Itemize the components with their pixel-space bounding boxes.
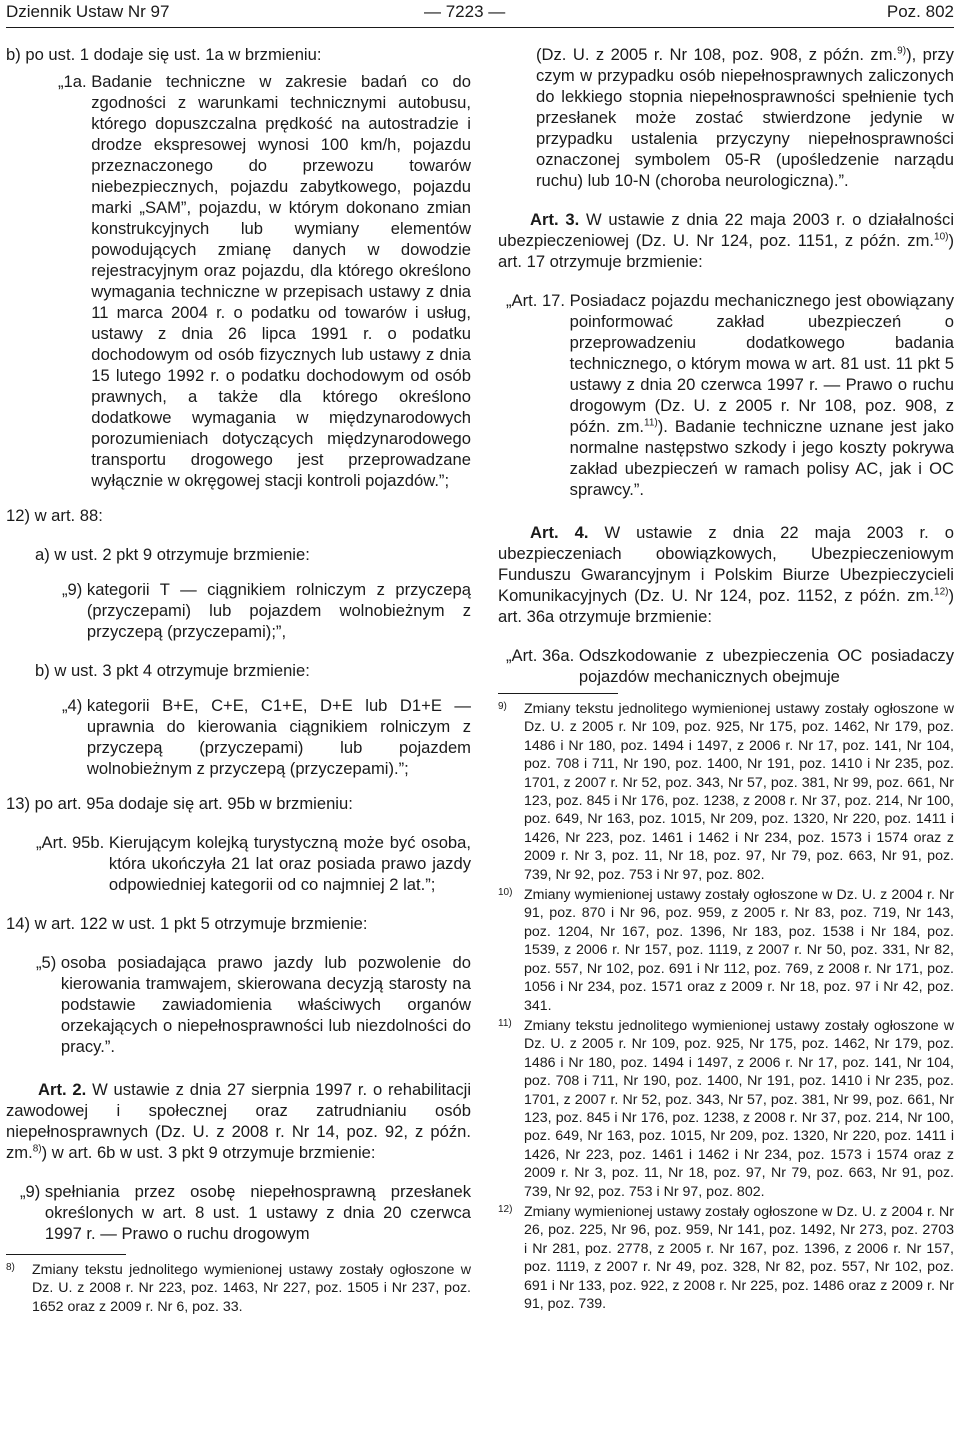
- footnote-10-number: 10): [498, 887, 513, 899]
- footnote-ref-10: 10): [934, 231, 949, 243]
- footnote-11-text: Zmiany tekstu jednolitego wymienionej ustawy zostały ogłoszone w Dz. U. z 2005 r. Nr 109, poz. 925, Nr 175, poz. 1462, Nr 179, poz. 1486 i Nr 180, poz. 1494 i 1497, z 2006 r. Nr 17, poz. 141, Nr 104, poz. 708 i 711, Nr 190, poz. 1400, Nr 191, poz. 1410 i Nr 235, poz. 1701, z 2007 r. Nr 52, poz. 343, Nr 57, poz. 381, Nr 99, poz. 661, Nr 123, poz. 845 i Nr 176, poz. 1238, z 2008 r. Nr 37, poz. 214, Nr 100, poz. 649, Nr 163, poz. 1015, Nr 209, poz. 1320, Nr 220, poz. 1411 i 1426, Nr 223, poz. 1461 i 1462 i Nr 234, poz. 1573 i 1574 oraz z 2009 r. Nr 3, poz. 11, Nr 18, poz. 97, Nr 79, poz. 663, Nr 91, poz. 739, Nr 92, poz. 753 i Nr 97, poz. 802.: [524, 1017, 954, 1200]
- article-95b: [6, 832, 471, 895]
- article-3-text-a: W ustawie z dnia 22 maja 2003 r. o działalności ubezpieczeniowej (Dz. U. Nr 124, poz. 1151, z późn. zm.: [498, 210, 955, 250]
- continuation-text-b: ), przy czym w przypadku osób niepełnosprawnych zaliczonych do lekkiego stopnia niepełnosprawności spełnienie tych przesłanek może zostać stwierdzone jedynie w przypadku ustalenia przyczyny niepełnosprawności oznaczonej symbolem 05-R (upośledzenie narządu ruchu) lub 10-N (choroba neurologiczna).”.: [536, 45, 954, 190]
- article-36a-text: Odszkodowanie z ubezpieczenia OC posiadaczy pojazdów mechanicznych obejmuje: [578, 646, 954, 686]
- footnote-9-text: Zmiany tekstu jednolitego wymienionej ustawy zostały ogłoszone w Dz. U. z 2005 r. Nr 109, poz. 925, Nr 175, poz. 1462, Nr 179, poz. 1486 i Nr 180, poz. 1494 i 1497, z 2006 r. Nr 17, poz. 141, Nr 104, poz. 708 i 711, Nr 190, poz. 1400, Nr 191, poz. 1410 i Nr 235, poz. 1701, z 2007 r. Nr 52, poz. 343, Nr 57, poz. 381, Nr 99, poz. 661, Nr 123, poz. 845 i Nr 176, poz. 1238, z 2008 r. Nr 37, poz. 214, Nr 100, poz. 649, Nr 163, poz. 1015, Nr 209, poz. 1320, Nr 220, poz. 1411 i 1426, Nr 223, poz. 1461 i 1462 i Nr 234, poz. 1573 i 1574 oraz z 2009 r. Nr 3, poz. 11, Nr 18, poz. 97, Nr 79, poz. 663, Nr 91, poz. 739, Nr 92, poz. 753 i Nr 97, poz. 802.: [524, 701, 954, 883]
- point-5-person: [6, 952, 471, 1057]
- footnote-10: [498, 886, 954, 1015]
- item-12: 12) w art. 88:: [6, 506, 103, 525]
- paragraph-1a-text: Badanie techniczne w zakresie badań co do zgodności z warunkami technicznymi autobusu, którego dopuszczalna prędkość na autostradzie i drodze ekspresowej wynosi 100 km/h, pojazdu przeznaczonego do przewozu towarów niebezpiecznych, pojazdu zabytkowego, pojazdu marki „SAM”, pojazdu, w którym dokonano zmian konstrukcyjnych lub wymiany elementów powodujących zmianę danych w dowodzie rejestracyjnym oraz pojazdu, dla którego określono wymagania techniczne w przepisach ustawy z dnia 11 marca 2004 r. o podatku od towarów i usług, ustawy z dnia 26 lipca 1991 r. o podatku dochodowym od osób fizycznych lub ustawy z dnia 15 lutego 1992 r. o podatku dochodowym od osób prawnych, a także dla którego określono dodatkowe wymagania w międzynarodowych porozumieniach dotyczących międzynarodowego transportu drogowego jest przeprowadzane wyłącznie w okręgowej stacji kontroli pojazdów.”;: [91, 72, 471, 490]
- article-36a: [498, 645, 954, 687]
- footnote-11: [498, 1017, 954, 1201]
- page-number: — 7223 —: [424, 2, 506, 21]
- point-4-label: „4): [62, 696, 87, 715]
- article-2-text-b: ) w art. 6b w ust. 3 pkt 9 otrzymuje brzmienie:: [41, 1143, 376, 1162]
- footnote-ref-11: 11): [644, 417, 658, 429]
- point-9-text: kategorii T — ciągnikiem rolniczym z przyczepą (przyczepami) lub pojazdem wolnobieżnym z przyczepą (przyczepami);”,: [86, 580, 471, 641]
- continuation-paragraph: [498, 44, 954, 191]
- article-2-text-a: W ustawie z dnia 27 sierpnia 1997 r. o rehabilitacji zawodowej i społecznej oraz zatrudnianiu osób niepełnosprawnych (Dz. U. z 2008 r. Nr 14, poz. 92, z późn. zm.: [6, 1080, 472, 1162]
- article-17-text-b: ). Badanie techniczne uznane jest jako normalne następstwo szkody i jego koszty pokrywa zakład ubezpieczeń w ramach polisy AC, jak i OC sprawcy.”.: [569, 417, 955, 499]
- footnote-12-number: 12): [498, 1203, 513, 1215]
- article-95b-label: „Art. 95b.: [36, 833, 109, 852]
- header-rule: [6, 27, 954, 28]
- right-column: [498, 44, 954, 1315]
- article-17: [498, 290, 954, 500]
- footnote-8-number: 8): [6, 1262, 15, 1273]
- footnote-10-text: Zmiany wymienionej ustawy zostały ogłoszone w Dz. U. z 2004 r. Nr 91, poz. 870 i Nr 96, poz. 959, z 2005 r. Nr 83, poz. 719, Nr 143, poz. 1204, Nr 167, poz. 1396, Nr 183, poz. 1538 i Nr 184, poz. 1539, z 2006 r. Nr 157, poz. 1119, z 2007 r. Nr 50, poz. 331, Nr 82, poz. 557, Nr 102, poz. 691 i Nr 112, poz. 769, z 2008 r. Nr 171, poz. 1056 i Nr 234, poz. 1571 oraz z 2009 r. Nr 18, poz. 97 i Nr 42, poz. 341.: [524, 887, 954, 1014]
- article-4-label: Art. 4.: [530, 523, 589, 542]
- point-5-label: „5): [36, 953, 61, 972]
- footnote-12-text: Zmiany wymienionej ustawy zostały ogłoszone w Dz. U. z 2004 r. Nr 26, poz. 225, Nr 96, poz. 959, Nr 141, poz. 1492, Nr 273, poz. 2703 i Nr 281, poz. 2778, z 2005 r. Nr 167, poz. 1396, z 2006 r. Nr 157, poz. 1119, z 2007 r. Nr 49, poz. 328, Nr 82, poz. 557, Nr 102, poz. 691 i Nr 133, poz. 922, z 2008 r. Nr 225, poz. 1486 oraz z 2009 r. Nr 91, poz. 739.: [524, 1203, 954, 1312]
- item-13: 13) po art. 95a dodaje się art. 95b w brzmieniu:: [6, 794, 353, 813]
- point-5-text: osoba posiadająca prawo jazdy lub pozwolenie do kierowania tramwajem, skierowana decyzją starosty na podstawie zawiadomienia właściwych organów orzekających o niepełnosprawności lub niezdolności do pracy.”.: [60, 953, 471, 1056]
- article-2-label: Art. 2.: [38, 1080, 87, 1099]
- page-header: [6, 0, 954, 28]
- point-4-category-be: [6, 695, 471, 779]
- paragraph-1a: [6, 71, 471, 491]
- footnote-9: [498, 700, 954, 884]
- footnote-ref-8: 8): [32, 1143, 42, 1155]
- item-12a: a) w ust. 2 pkt 9 otrzymuje brzmienie:: [35, 545, 310, 564]
- footnote-rule-left: [6, 1254, 126, 1255]
- footnote-9-number: 9): [498, 701, 507, 712]
- point-9b-label: „9): [20, 1182, 45, 1201]
- article-2: [6, 1079, 471, 1163]
- item-14: 14) w art. 122 w ust. 1 pkt 5 otrzymuje brzmienie:: [6, 914, 368, 933]
- footnote-ref-9: 9): [897, 45, 907, 57]
- article-3-label: Art. 3.: [530, 210, 580, 229]
- point-4-text: kategorii B+E, C+E, C1+E, D+E lub D1+E — uprawnia do kierowania ciągnikiem rolniczym z przyczepą (przyczepami) lub pojazdem wolnobieżnym z przyczepą (przyczepami).”;: [86, 696, 471, 778]
- position-number: Poz. 802: [886, 2, 954, 21]
- article-36a-label: „Art. 36a.: [506, 646, 579, 665]
- footnote-8: [6, 1261, 471, 1316]
- amendment-b-intro: b) po ust. 1 dodaje się ust. 1a w brzmieniu:: [6, 45, 322, 64]
- point-9b-text: spełniania przez osobę niepełnosprawną przesłanek określonych w art. 8 ust. 1 ustawy z dnia 20 czerwca 1997 r. — Prawo o ruchu drogowym: [44, 1182, 471, 1243]
- point-9-disabled-person: [6, 1181, 471, 1244]
- journal-title: Dziennik Ustaw Nr 97: [6, 2, 170, 21]
- point-9-label: „9): [62, 580, 87, 599]
- footnote-12: [498, 1203, 954, 1313]
- left-column: [6, 44, 471, 1318]
- footnote-8-text: Zmiany tekstu jednolitego wymienionej ustawy zostały ogłoszone w Dz. U. z 2008 r. Nr 223, poz. 1463, Nr 227, poz. 1505 i Nr 237, poz. 1652 oraz z 2009 r. Nr 6, poz. 33.: [32, 1262, 471, 1315]
- continuation-text-a: (Dz. U. z 2005 r. Nr 108, poz. 908, z późn. zm.: [536, 45, 898, 64]
- article-4-text-a: W ustawie z dnia 22 maja 2003 r. o ubezpieczeniach obowiązkowych, Ubezpieczeniowym Funduszu Gwarancyjnym i Polskim Biurze Ubezpieczycieli Komunikacyjnych (Dz. U. Nr 124, poz. 1152, z późn. zm.: [498, 523, 954, 605]
- article-4: [498, 522, 954, 627]
- item-12b: b) w ust. 3 pkt 4 otrzymuje brzmienie:: [35, 661, 310, 680]
- point-9-category-t: [6, 579, 471, 642]
- footnote-ref-12: 12): [934, 586, 949, 598]
- article-3-text-b: ) art. 17 otrzymuje brzmienie:: [498, 231, 954, 271]
- article-4-text-b: ) art. 36a otrzymuje brzmienie:: [498, 586, 954, 626]
- article-17-text-a: Posiadacz pojazdu mechanicznego jest obowiązany poinformować zakład ubezpieczeń o przeprowadzeniu dodatkowego badania technicznego, o którym mowa w art. 81 ust. 11 pkt 5 ustawy z dnia 20 czerwca 1997 r. — Prawo o ruchu drogowym (Dz. U. z 2005 r. Nr 108, poz. 908, z późn. zm.: [569, 291, 954, 436]
- article-17-label: „Art. 17.: [506, 291, 570, 310]
- footnote-11-number: 11): [498, 1017, 512, 1029]
- article-95b-text: Kierującym kolejką turystyczną może być osoba, która ukończyła 21 lat oraz posiada prawo jazdy odpowiedniej kategorii od co najmniej 2 lat.”;: [108, 833, 471, 894]
- article-3: [498, 209, 954, 272]
- article-17-body: [570, 290, 954, 500]
- paragraph-1a-label: „1a.: [58, 72, 92, 91]
- footnote-rule-right: [498, 693, 618, 694]
